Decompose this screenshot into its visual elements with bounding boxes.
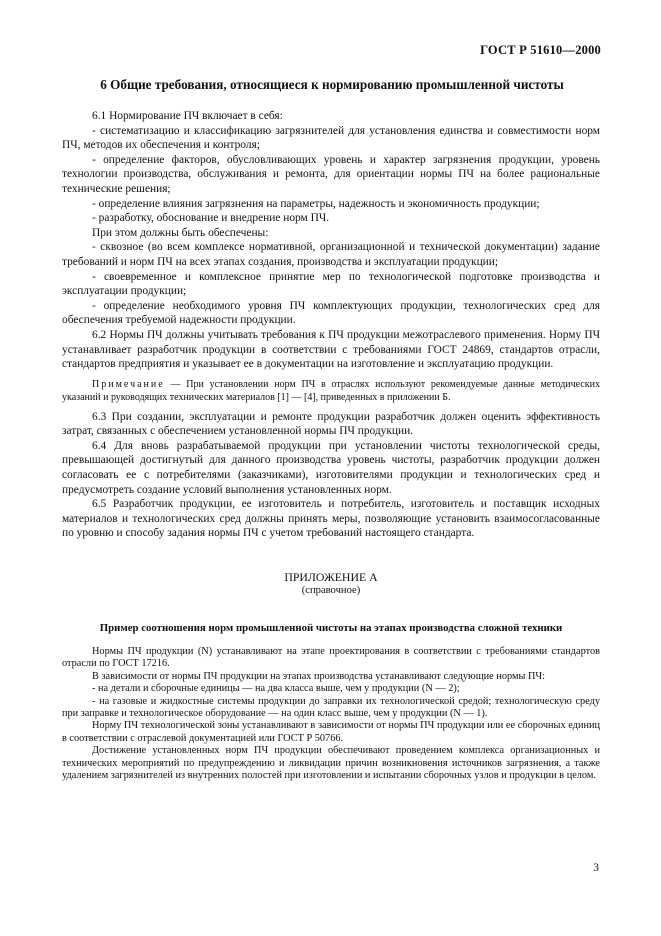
appendix-paragraph: Достижение установленных норм ПЧ продукции обеспечивают проведением комплекса организационных и технических мероприятий по предупреждению и ликвидации причин возникновения источников загрязнения, а также удалением загрязнителей из внутренних полостей при изготовлении и испытании сборочных узлов и продукции в целом. — [62, 745, 600, 782]
page-number: 3 — [593, 862, 599, 874]
appendix-paragraph: В зависимости от нормы ПЧ продукции на этапах производства устанавливают следующие нормы ПЧ: — [92, 670, 545, 682]
clause-6-1-item: - определение необходимого уровня ПЧ комплектующих продукции, технологических сред для обеспечения требуемой надежности продукции. — [62, 299, 600, 327]
clause-6-1-item: - разработку, обоснование и внедрение норм ПЧ. — [92, 212, 330, 225]
clause-6-3: 6.3 При создании, эксплуатации и ремонте продукции разработчик должен оценить эффективность затрат, связанных с обеспечением установленной нормы ПЧ продукции. — [62, 410, 600, 438]
clause-6-1-item: - сквозное (во всем комплексе нормативной, организационной и технической документации) задание требований и норм ПЧ на всех этапах создания, производства и эксплуатации продукции; — [62, 241, 600, 268]
appendix-paragraph: - на газовые и жидкостные системы продукции до заправки их технологической средой; технологическую среду при заправке и технологическое оборудование — на один класс выше, чем у продукции (N — 1). — [62, 695, 600, 720]
appendix-paragraph: Норму ПЧ технологической зоны устанавливают в зависимости от нормы ПЧ продукции или ее сборочных единиц в соответствии с отраслевой документацией или ГОСТ Р 50766. — [62, 720, 600, 744]
appendix-title-block — [62, 570, 600, 598]
clause-6-1-item: - определение факторов, обусловливающих уровень и характер загрязнения продукции, уровень технологии производства, обслуживания и ремонта, для ориентации нормы ПЧ на более рациональные технические решения; — [62, 153, 600, 195]
standard-header: ГОСТ Р 51610—2000 — [480, 43, 601, 57]
clause-6-1-item: - определение влияния загрязнения на параметры, надежность и экономичность продукции; — [92, 197, 540, 210]
appendix-body — [62, 646, 600, 782]
clause-6-1: 6.1 Нормирование ПЧ включает в себя: — [92, 110, 283, 122]
clause-6-1-item: При этом должны быть обеспечены: — [92, 226, 269, 239]
appendix-subtitle: (справочное) — [301, 585, 361, 596]
appendix-paragraph: Нормы ПЧ продукции (N) устанавливают на этапе проектирования в соответствии с требованиями стандартов отрасли по ГОСТ 17216. — [62, 646, 600, 670]
section-6-body — [62, 109, 600, 541]
appendix-paragraph: - на детали и сборочные единицы — на два класса выше, чем у продукции (N — 2); — [92, 683, 460, 695]
clause-6-5: 6.5 Разработчик продукции, ее изготовитель и потребитель, изготовитель и поставщик исходных материалов и технологических сред должны принять меры, позволяющие установить взаимосогласованные по уровню и способу задания нормы ПЧ с учетом требований настоящего стандарта. — [62, 498, 600, 540]
appendix-title: ПРИЛОЖЕНИЕ А — [284, 570, 378, 584]
note-text: — При установлении норм ПЧ в отраслях используют рекомендуемые данные методических указаний и руководящих технических материалов [1] — [4], приведенных в приложении Б. — [62, 378, 600, 403]
clause-6-4: 6.4 Для вновь разрабатываемой продукции при установлении чистоты технологической среды, превышающей достигнутый для данного производства уровень чистоты, разработчик продукции должен согласовать ее с потребителями (заказчиками), изготовителями продукции и технологических сред и предусмотреть создание условий выполнения установленных норм. — [62, 439, 600, 496]
clause-6-1-item: - систематизацию и классификацию загрязнителей для установления единства и совместимости норм ПЧ, методов их обеспечения и контроля; — [62, 124, 600, 152]
clause-6-2: 6.2 Нормы ПЧ должны учитывать требования к ПЧ продукции межотраслевого применения. Норму ПЧ устанавливает разработчик продукции в соответствии с требованиями ГОСТ 24869, стандартов отрасли, стандартов предприятия и указывает ее в документации на изготовление и эксплуатацию продукции. — [62, 328, 600, 371]
clause-6-1-item: - своевременное и комплексное принятие мер по технологической подготовке производства и эксплуатации продукции; — [62, 270, 600, 298]
note — [62, 378, 600, 404]
appendix-heading: Пример соотношения норм промышленной чистоты на этапах производства сложной техники — [99, 622, 563, 634]
section-title: 6 Общие требования, относящиеся к нормированию промышленной чистоты — [100, 77, 564, 92]
note-label: Примечание — [92, 378, 165, 390]
